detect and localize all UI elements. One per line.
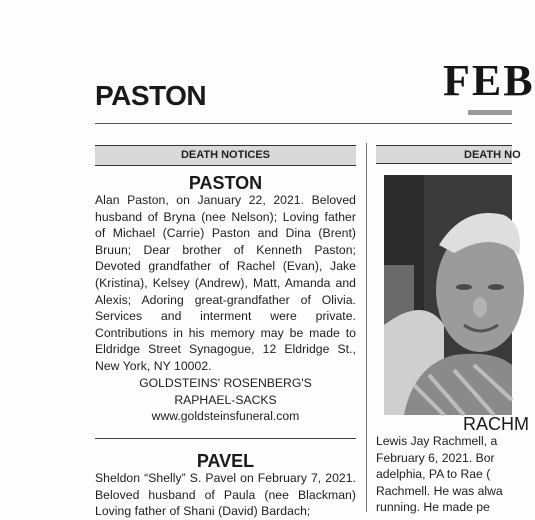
portrait-image — [384, 175, 512, 415]
notice-text-line: Rachmell. He was alwa — [376, 484, 503, 498]
notice-text-pavel: Sheldon “Shelly” S. Pavel on February 7, 2021. Beloved husband of Paula (nee Blackman) Loving father of Shani (David) Bardach; — [95, 471, 356, 519]
notice-name-pavel: PAVEL — [196, 451, 255, 471]
notice-name-rachmell: RACHM — [463, 414, 529, 434]
masthead-date: FEB — [443, 56, 535, 105]
obituary-photo — [384, 175, 512, 415]
funeral-home-credit — [95, 375, 356, 425]
notice-name-paston: PASTON — [188, 173, 263, 193]
column-divider — [366, 143, 367, 512]
funeral-home-url: www.goldsteinsfuneral.com — [151, 409, 300, 424]
section-bar-death-notices-right: DEATH NO — [376, 145, 512, 164]
notice-text-line: February 6, 2021. Bor — [376, 451, 495, 465]
masthead-underline — [468, 110, 512, 115]
notice-text-paston: Alan Paston, on January 22, 2021. Beloved husband of Bryna (nee Nelson); Loving father of Michael (Carrie) Paston and Dina (Brent) Bruun; Dear brother of Kenneth Paston; Devoted grandfather of Rachel (Evan), Jake (Kristina), Kelsey (Andrew), Matt, Amanda and Alexis; Adoring great-grandfather of Olivia. Services and interment were private. Contributions in his memory may be made to Eldridge Street Synagogue, 12 Eldridge St., New York, NY 10002. — [95, 193, 356, 373]
section-bar-death-notices: DEATH NOTICES — [95, 145, 356, 166]
page-name-heading: PASTON — [95, 80, 207, 111]
page-rule — [95, 123, 512, 124]
notice-text-line: Lewis Jay Rachmell, a — [376, 434, 498, 448]
notice-text-line: adelphia, PA to Rae ( — [376, 467, 491, 481]
funeral-home-line: RAPHAEL-SACKS — [174, 392, 277, 407]
funeral-home-line: GOLDSTEINS' ROSENBERG'S — [139, 376, 312, 390]
notice-separator — [95, 438, 356, 439]
notice-text-line: running. He made pe — [376, 500, 490, 514]
